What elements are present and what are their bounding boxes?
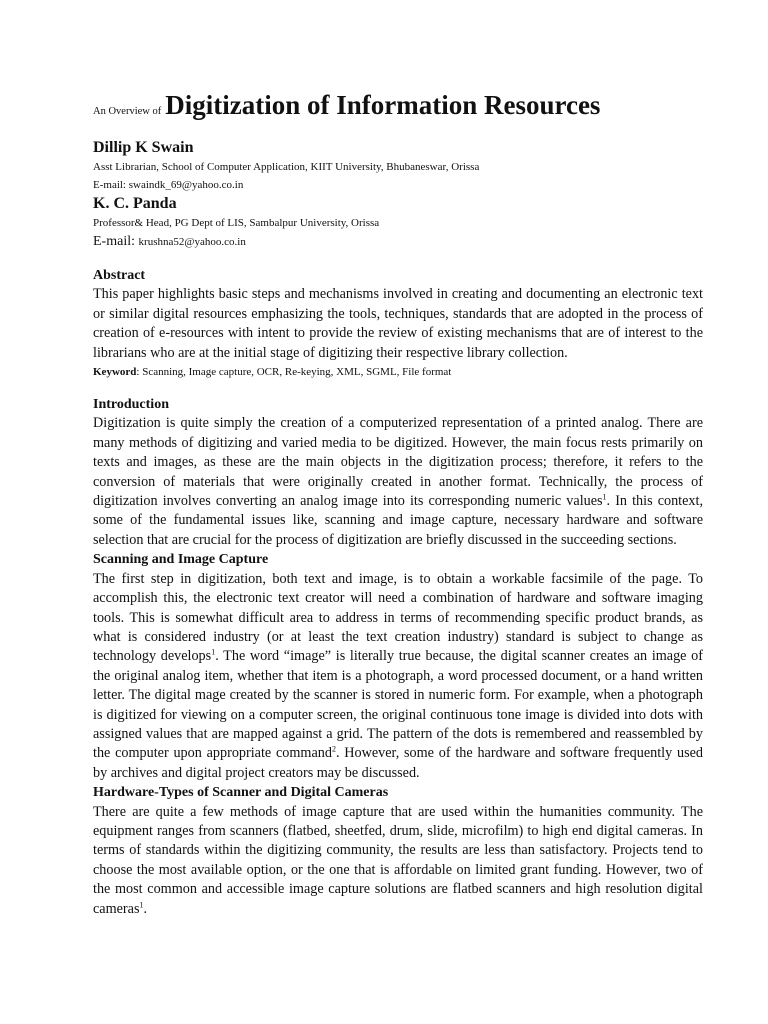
abstract-text: This paper highlights basic steps and mechanisms involved in creating and documenting an electronic text or similar digital resources emphasizing the tools, techniques, standards that are adopted in the process of creation of e-resources with intent to provide the review of existing mechanisms that are of interest to the librarians who are at the initial stage of digitizing their respective library collection. (93, 286, 703, 361)
email-label: E-mail: (93, 234, 135, 249)
abstract-heading: Abstract (93, 268, 146, 283)
author-affiliation: Asst Librarian, School of Computer Application, KIIT University, Bhubaneswar, Orissa (93, 161, 480, 173)
abstract-section (93, 266, 703, 381)
paper-body (93, 90, 703, 919)
paper-title: Digitization of Information Resources (165, 90, 601, 120)
author-affiliation: Professor& Head, PG Dept of LIS, Sambalpur University, Orissa (93, 217, 380, 229)
author-email: krushna52@yahoo.co.in (138, 236, 246, 248)
text-run: . However, some of the hardware and software frequently used by archives and digital project creators may be discussed. (93, 745, 703, 781)
hardware-section (93, 783, 703, 919)
introduction-section (93, 395, 703, 550)
keyword-list: : Scanning, Image capture, OCR, Re-keying, XML, SGML, File format (136, 366, 452, 379)
text-run: Digitization is quite simply the creation of a computerized representation of a printed analog. There are many methods of digitizing and varied media to be digitized. However, the main focus rests primarily on texts and images, as these are the main objects in the digitization process; therefore, it refers to the conversion of materials that were originally created in another format. Technically, the process of digitization involves converting an analog image into its corresponding numeric values (93, 415, 703, 510)
keywords-line (93, 363, 703, 381)
text-run: There are quite a few methods of image capture that are used within the humanities community. The equipment ranges from scanners (flatbed, sheetfed, drum, slide, microfilm) to high end digital cameras. In terms of standards within the digitizing community, the results are less than satisfactory. Projects tend to choose the most available option, or the one that is affordable on limited grant funding. However, two of the most common and accessible image capture solutions are flatbed scanners and high resolution digital cameras (93, 803, 703, 917)
email-label: E-mail: (93, 179, 126, 191)
citation-ref: 1 (602, 492, 607, 502)
text-run: . (143, 900, 148, 917)
hardware-text (93, 803, 703, 919)
scanning-heading: Scanning and Image Capture (93, 552, 269, 568)
text-run: . The word “image” is literally true because, the digital scanner creates an image of the original analog item, whether that item is a photograph, a word processed document, or a hand written letter. The digital mage created by the scanner is stored in numeric form. For example, when a photograph is digitized for viewing on a computer screen, the original continuous tone image is divided into dots with assigned values that are mapped against a grid. The pattern of the dots is remembered and reassembled by the computer upon appropriate command (93, 648, 703, 762)
author-name: K. C. Panda (93, 195, 177, 212)
author-email-row (93, 176, 703, 194)
hardware-heading: Hardware-Types of Scanner and Digital Cameras (93, 785, 389, 801)
title-block (93, 90, 703, 132)
text-run: . In this context, some of the fundamental issues like, scanning and image capture, necessary hardware and software selection that are crucial for the process of digitization are briefly discussed in the succeeding sections. (93, 493, 703, 548)
scanning-text (93, 570, 703, 783)
citation-ref: 1 (139, 899, 144, 909)
author-block-1 (93, 138, 703, 194)
author-name: Dillip K Swain (93, 139, 194, 156)
author-block-2 (93, 194, 703, 252)
keyword-label: Keyword (93, 366, 137, 379)
introduction-text (93, 414, 703, 550)
introduction-heading: Introduction (93, 397, 169, 413)
citation-ref: 2 (331, 744, 336, 754)
author-email: swaindk_69@yahoo.co.in (128, 179, 244, 191)
author-email-row (93, 232, 703, 252)
citation-ref: 1 (211, 647, 216, 657)
text-run: The first step in digitization, both text and image, is to obtain a workable facsimile of the page. To accomplish this, the electronic text creator will need a combination of hardware and software imaging tools. This is somewhat difficult area to address in terms of recommending specific product brands, as what is considered industry (or at least the text creation industry) standard is subject to change as technology develops (93, 570, 703, 665)
title-prefix: An Overview of (93, 106, 162, 117)
scanning-section (93, 550, 703, 783)
